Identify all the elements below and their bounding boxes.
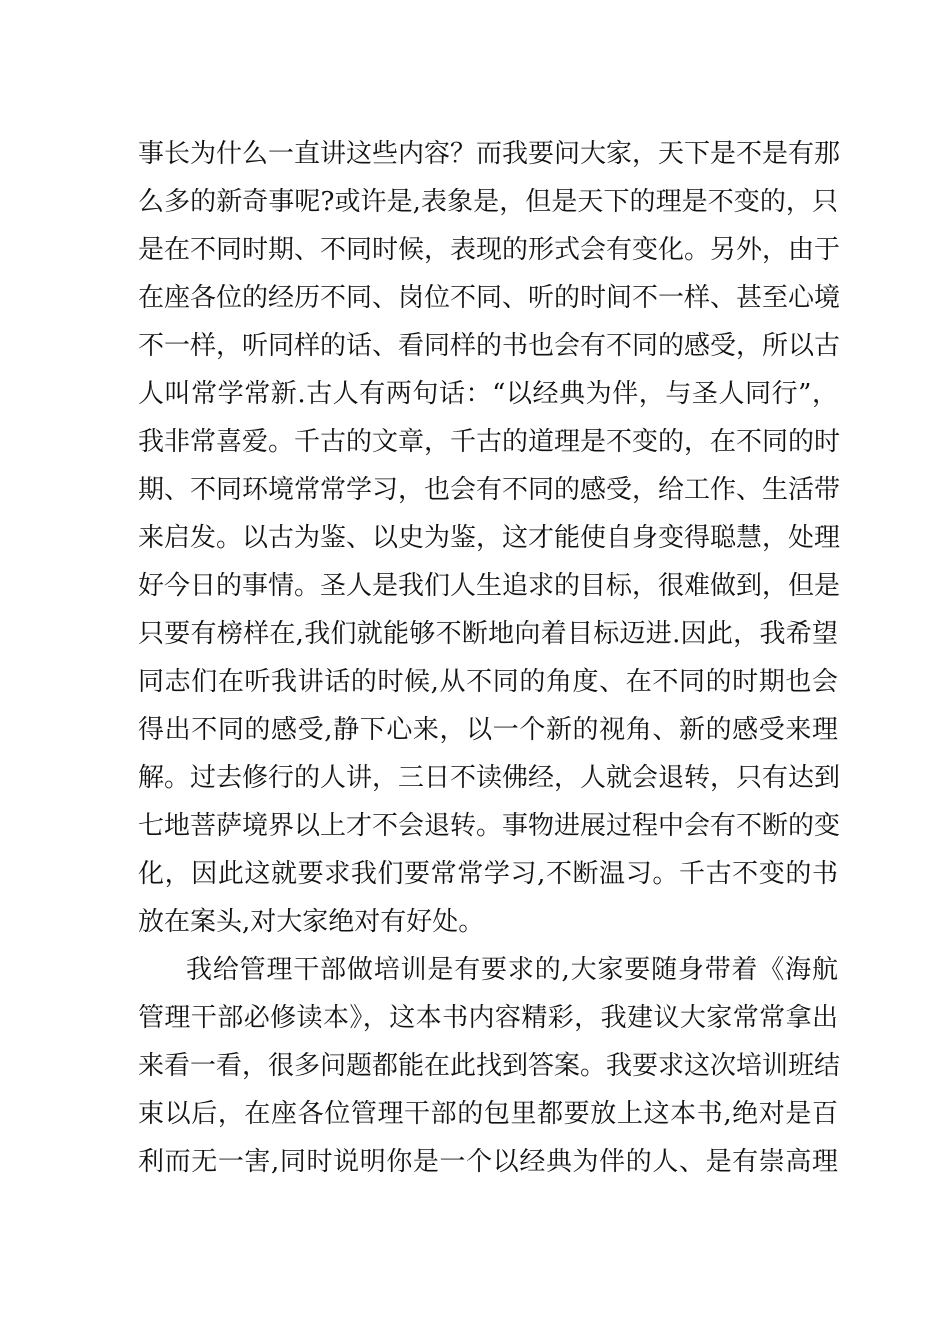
text-line: 化，因此这就要求我们要常常学习,不断温习。千古不变的书: [138, 859, 838, 889]
text-line: 得出不同的感受,静下心来，以一个新的视角、新的感受来理: [138, 715, 838, 745]
text-line: 七地菩萨境界以上才不会退转。事物进展过程中会有不断的变: [138, 811, 841, 841]
text-line: 么多的新奇事呢?或许是,表象是，但是天下的理是不变的，只: [138, 187, 838, 217]
text-line: 人叫常学常新.古人有两句话：“以经典为伴，与圣人同行”，: [138, 379, 838, 409]
text-line: 放在案头,对大家绝对有好处。: [138, 907, 485, 937]
text-line: 来启发。以古为鉴、以史为鉴，这才能使自身变得聪慧，处理: [138, 523, 841, 553]
text-line: 是在不同时期、不同时候，表现的形式会有变化。另外，由于: [138, 235, 841, 265]
text-line: 只要有榜样在,我们就能够不断地向着目标迈进.因此，我希望: [138, 619, 838, 649]
text-line: 同志们在听我讲话的时候,从不同的角度、在不同的时期也会: [138, 667, 838, 697]
text-line: 不一样，听同样的话、看同样的书也会有不同的感受，所以古: [138, 331, 841, 361]
text-line: 期、不同环境常常学习，也会有不同的感受，给工作、生活带: [138, 475, 841, 505]
text-line: 我给管理干部做培训是有要求的,大家要随身带着《海航: [186, 955, 838, 985]
text-line: 束以后，在座各位管理干部的包里都要放上这本书,绝对是百: [138, 1099, 838, 1129]
text-line: 解。过去修行的人讲，三日不读佛经，人就会退转，只有达到: [138, 763, 841, 793]
text-line: 好今日的事情。圣人是我们人生追求的目标，很难做到，但是: [138, 571, 841, 601]
text-line: 利而无一害,同时说明你是一个以经典为伴的人、是有崇高理: [138, 1147, 838, 1177]
text-line: 管理干部必修读本》，这本书内容精彩，我建议大家常常拿出: [138, 1003, 838, 1033]
text-line: 事长为什么一直讲这些内容？而我要问大家，天下是不是有那: [138, 139, 841, 169]
text-line: 在座各位的经历不同、岗位不同、听的时间不一样、甚至心境: [138, 283, 841, 313]
text-line: 我非常喜爱。千古的文章，千古的道理是不变的，在不同的时: [138, 427, 841, 457]
text-line: 来看一看，很多问题都能在此找到答案。我要求这次培训班结: [138, 1051, 841, 1081]
